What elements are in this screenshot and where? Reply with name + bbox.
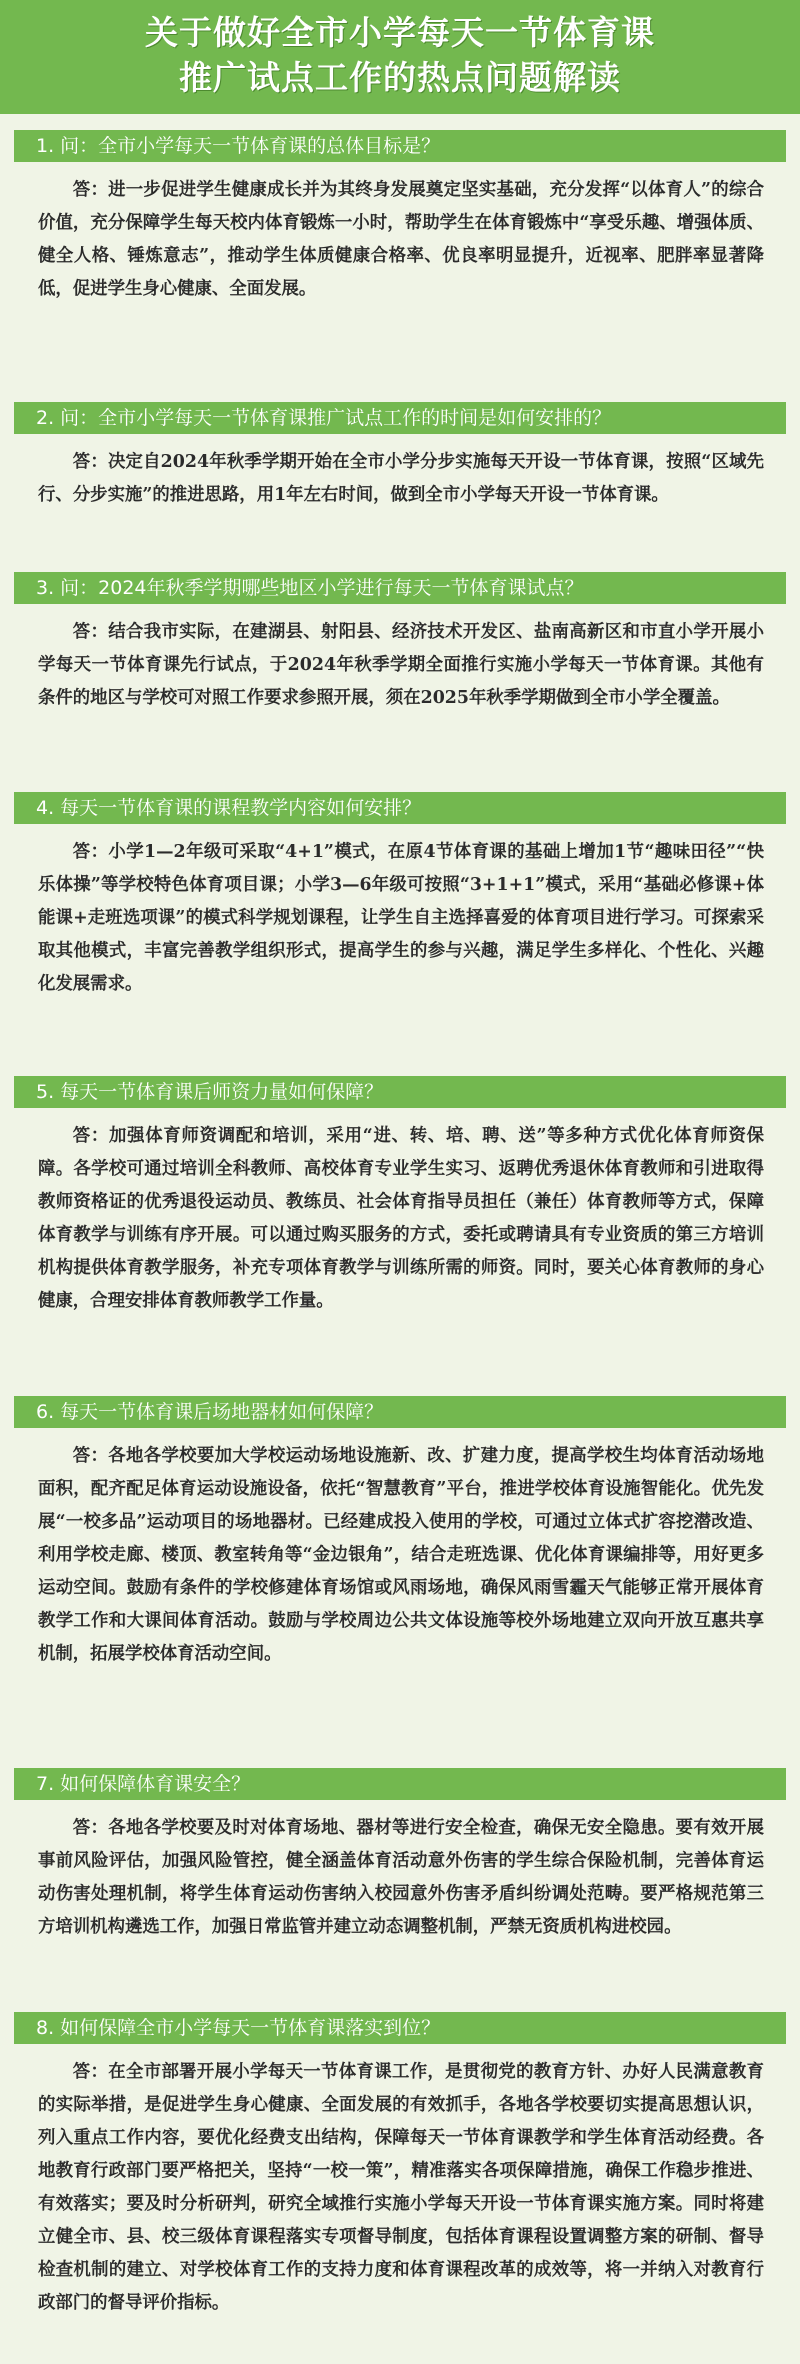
question-heading: 3. 问：2024年秋季学期哪些地区小学进行每天一节体育课试点？ — [14, 572, 786, 604]
question-heading: 8. 如何保障全市小学每天一节体育课落实到位？ — [14, 2012, 786, 2044]
qa-section-7 — [0, 1768, 800, 2012]
page-title-line-1: 关于做好全市小学每天一节体育课 — [145, 13, 655, 52]
question-heading: 4. 每天一节体育课的课程教学内容如何安排？ — [14, 792, 786, 824]
qa-section-8 — [0, 2012, 800, 2320]
answer-text: 答：在全市部署开展小学每天一节体育课工作，是贯彻党的教育方针、办好人民满意教育的实际举措，是促进学生身心健康、全面发展的有效抓手，各地各学校要切实提高思想认识，列入重点工作内容，要优化经费支出结构，保障每天一节体育课教学和学生体育活动经费。各地教育行政部门要严格把关，坚持“一校一策”，精准落实各项保障措施，确保工作稳步推进、有效落实；要及时分析研判，研究全域推行实施小学每天开设一节体育课实施方案。同时将建立健全市、县、校三级体育课程落实专项督导制度，包括体育课程设置调整方案的研制、督导检查机制的建立、对学校体育工作的支持力度和体育课程改革的成效等，将一并纳入对教育行政部门的督导评价指标。 — [38, 2062, 764, 2313]
qa-section-4 — [0, 792, 800, 1076]
question-heading: 2. 问：全市小学每天一节体育课推广试点工作的时间是如何安排的？ — [14, 402, 786, 434]
answer-text: 答：各地各学校要及时对体育场地、器材等进行安全检查，确保无安全隐患。要有效开展事前风险评估，加强风险管控，健全涵盖体育活动意外伤害的学生综合保险机制，完善体育运动伤害处理机制，将学生体育运动伤害纳入校园意外伤害矛盾纠纷调处范畴。要严格规范第三方培训机构遴选工作，加强日常监管并建立动态调整机制，严禁无资质机构进校园。 — [38, 1818, 764, 1937]
answer-text: 答：小学1—2年级可采取“4+1”模式，在原4节体育课的基础上增加1节“趣味田径”“快乐体操”等学校特色体育项目课；小学3—6年级可按照“3+1+1”模式，采用“基础必修课+体能课+走班选项课”的模式科学规划课程，让学生自主选择喜爱的体育项目进行学习。可探索采取其他模式，丰富完善教学组织形式，提高学生的参与兴趣，满足学生多样化、个性化、兴趣化发展需求。 — [38, 842, 764, 994]
page-title-line-2: 推广试点工作的热点问题解读 — [179, 58, 621, 97]
answer-text: 答：进一步促进学生健康成长并为其终身发展奠定坚实基础，充分发挥“以体育人”的综合价值，充分保障学生每天校内体育锻炼一小时，帮助学生在体育锻炼中“享受乐趣、增强体质、健全人格、锤炼意志”，推动学生体质健康合格率、优良率明显提升，近视率、肥胖率显著降低，促进学生身心健康、全面发展。 — [38, 180, 764, 299]
qa-section-1 — [0, 130, 800, 402]
answer-text: 答：各地各学校要加大学校运动场地设施新、改、扩建力度，提高学校生均体育活动场地面积，配齐配足体育运动设施设备，依托“智慧教育”平台，推进学校体育设施智能化。优先发展“一校多品”运动项目的场地器材。已经建成投入使用的学校，可通过立体式扩容挖潜改造、利用学校走廊、楼顶、教室转角等“金边银角”，结合走班选课、优化体育课编排等，用好更多运动空间。鼓励有条件的学校修建体育场馆或风雨场地，确保风雨雪霾天气能够正常开展体育教学工作和大课间体育活动。鼓励与学校周边公共文体设施等校外场地建立双向开放互惠共享机制，拓展学校体育活动空间。 — [38, 1446, 764, 1664]
question-heading: 6. 每天一节体育课后场地器材如何保障？ — [14, 1396, 786, 1428]
qa-section-5 — [0, 1076, 800, 1396]
answer-text: 答：结合我市实际，在建湖县、射阳县、经济技术开发区、盐南高新区和市直小学开展小学每天一节体育课先行试点，于2024年秋季学期全面推行实施小学每天一节体育课。其他有条件的地区与学校可对照工作要求参照开展，须在2025年秋季学期做到全市小学全覆盖。 — [38, 622, 764, 708]
qa-section-3 — [0, 572, 800, 792]
question-heading: 1. 问：全市小学每天一节体育课的总体目标是？ — [14, 130, 786, 162]
question-heading: 5. 每天一节体育课后师资力量如何保障？ — [14, 1076, 786, 1108]
answer-text: 答：加强体育师资调配和培训，采用“进、转、培、聘、送”等多种方式优化体育师资保障。各学校可通过培训全科教师、高校体育专业学生实习、返聘优秀退休体育教师和引进取得教师资格证的优秀退役运动员、教练员、社会体育指导员担任（兼任）体育教师等方式，保障体育教学与训练有序开展。可以通过购买服务的方式，委托或聘请具有专业资质的第三方培训机构提供体育教学服务，补充专项体育教学与训练所需的师资。同时，要关心体育教师的身心健康，合理安排体育教师教学工作量。 — [38, 1126, 764, 1311]
page-title-banner — [0, 0, 800, 114]
answer-text: 答：决定自2024年秋季学期开始在全市小学分步实施每天开设一节体育课，按照“区域先行、分步实施”的推进思路，用1年左右时间，做到全市小学每天开设一节体育课。 — [38, 452, 764, 505]
question-heading: 7. 如何保障体育课安全？ — [14, 1768, 786, 1800]
qa-section-2 — [0, 402, 800, 572]
qa-section-6 — [0, 1396, 800, 1768]
